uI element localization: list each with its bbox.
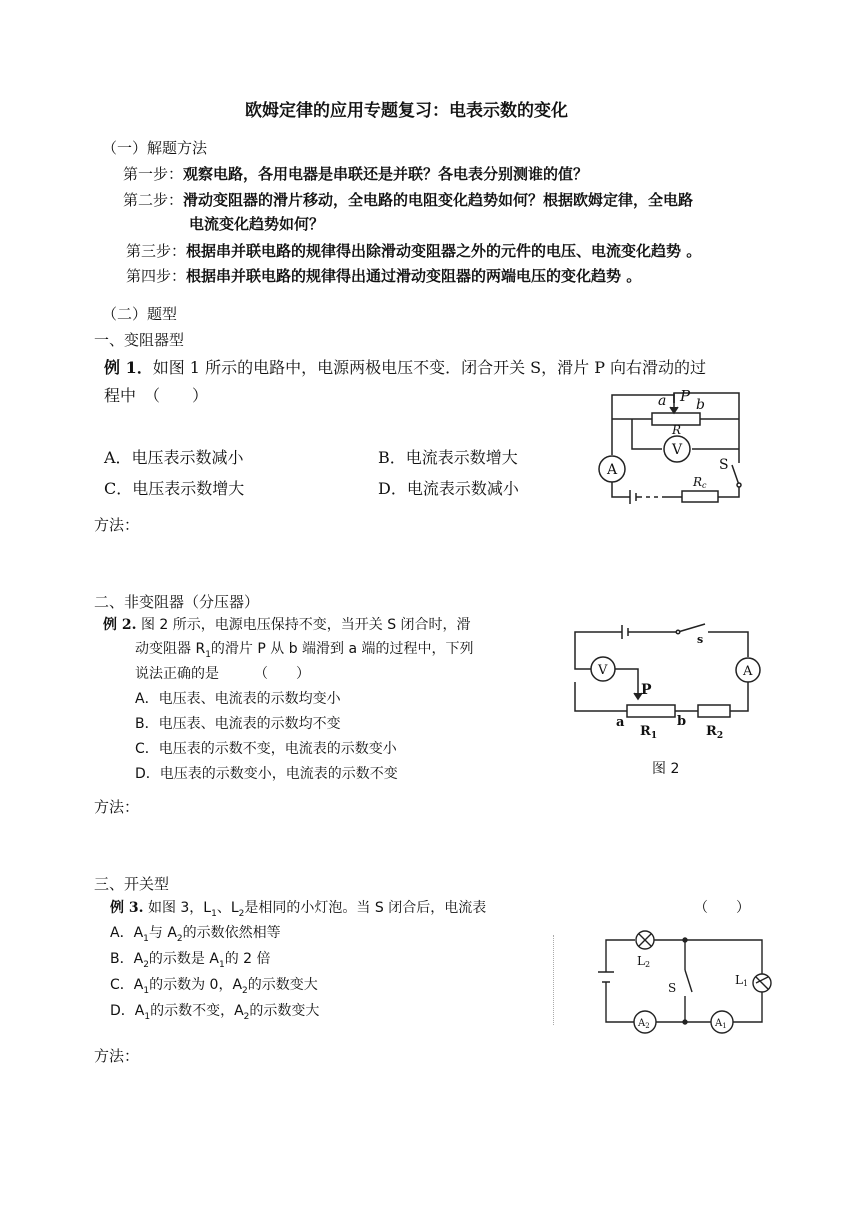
- q2-sub: 1: [205, 649, 211, 660]
- types-heading: （二）题型: [102, 305, 178, 323]
- q3-sub2: 2: [238, 908, 245, 919]
- part1-heading: 一、变阻器型: [94, 331, 185, 349]
- step-label: 第一步：: [123, 165, 184, 183]
- label-l2: L2: [637, 954, 651, 969]
- label-s: S: [668, 981, 677, 995]
- label-s: s: [697, 633, 704, 646]
- question-text: 图 2 所示，电源电压保持不变，当开关 S 闭合时，滑: [140, 617, 471, 633]
- part3-bracket: （ ）: [694, 900, 750, 916]
- step-4: [126, 265, 641, 286]
- label-r2: $R_2$: [706, 724, 724, 741]
- option-a: A．$A_1$与 $A_2$的示数依然相等: [110, 925, 281, 944]
- q3-c: 是相同的小灯泡。当 S 闭合后，电流表: [244, 900, 487, 916]
- step-label: 第四步：: [126, 267, 187, 285]
- option-d: D．$A_1$的示数不变，$A_2$的示数变大: [110, 1003, 320, 1022]
- step-label: 第二步：: [123, 191, 184, 209]
- step-3: [126, 240, 701, 261]
- q2-text-b: 的滑片 P 从 b 端滑到 a 端的过程中，下列: [210, 641, 474, 657]
- option-d: D．电压表的示数变小，电流表的示数不变: [135, 766, 398, 782]
- label-b: b: [677, 714, 687, 729]
- example-label: 例 1．: [104, 358, 153, 377]
- ammeter-a1: $A_1$: [715, 1018, 727, 1030]
- part1-method-label: 方法：: [94, 516, 140, 534]
- method-heading: （一）解题方法: [102, 139, 208, 157]
- part2-question-line3: 说法正确的是 （ ）: [135, 666, 310, 682]
- voltmeter-v: V: [672, 442, 683, 458]
- label-r1: $R_1$: [640, 724, 658, 741]
- q2-text-a: 动变阻器 R: [135, 641, 206, 657]
- example-label: 例 3.: [110, 900, 144, 916]
- part3-heading: 三、开关型: [94, 875, 170, 893]
- example-label: 例 2.: [103, 617, 137, 633]
- label-rc: Rc: [693, 475, 707, 490]
- part1-question: [104, 355, 706, 378]
- step-2: [123, 189, 693, 210]
- ammeter-a2: $A_2$: [638, 1018, 650, 1030]
- option-b: B．$A_2$的示数是 $A_1$的 2 倍: [110, 951, 271, 970]
- option-a: A．电压表示数减小: [104, 448, 244, 467]
- label-l1: L1: [735, 973, 749, 988]
- ammeter-a: A: [607, 462, 618, 478]
- option-b: B．电流表示数增大: [378, 448, 518, 467]
- q3-a: 如图 3，L: [147, 900, 212, 916]
- part3-question: [110, 897, 486, 919]
- part2-method-label: 方法：: [94, 798, 140, 816]
- label-p: P: [680, 387, 691, 405]
- step-label: 第三步：: [126, 242, 187, 260]
- figure-3-circuit: [590, 930, 765, 1035]
- step-2-continuation: 电流变化趋势如何？: [189, 215, 325, 233]
- voltmeter-v: V: [598, 663, 608, 678]
- label-b: b: [696, 397, 705, 413]
- figure-2-circuit: [570, 622, 753, 742]
- step-text: 滑动变阻器的滑片移动，全电路的电阻变化趋势如何？根据欧姆定律，全电路: [183, 191, 694, 209]
- option-c: C．$A_1$的示数为 0，$A_2$的示数变大: [110, 977, 318, 996]
- figure-2-caption: 图 2: [652, 761, 680, 777]
- part2-heading: 二、非变阻器（分压器）: [94, 593, 260, 611]
- part2-question-line2: [135, 638, 474, 660]
- label-s: S: [719, 457, 729, 473]
- option-c: C．电压表示数增大: [104, 479, 245, 498]
- label-p: P: [641, 682, 652, 698]
- q3-b: 、L: [216, 900, 239, 916]
- label-r: R: [672, 423, 682, 437]
- step-text: 根据串并联电路的规律得出除滑动变阻器之外的元件的电压、电流变化趋势 。: [186, 242, 702, 260]
- option-b: B．电压表、电流表的示数均不变: [135, 716, 341, 732]
- option-d: D．电流表示数减小: [378, 479, 519, 498]
- figure-3-divider: [553, 935, 555, 1025]
- step-text: 根据串并联电路的规律得出通过滑动变阻器的两端电压的变化趋势 。: [186, 267, 642, 285]
- part2-question: [103, 614, 471, 634]
- q3-sub1: 1: [211, 908, 217, 919]
- ammeter-a: A: [743, 664, 753, 679]
- step-text: 观察电路，各用电器是串联还是并联？各电表分别测谁的值？: [183, 165, 589, 183]
- option-c: C．电压表的示数不变，电流表的示数变小: [135, 741, 397, 757]
- part1-question-line2: 程中 （ ）: [104, 386, 209, 405]
- step-1: [123, 163, 588, 184]
- page-title: 欧姆定律的应用专题复习：电表示数的变化: [245, 101, 568, 121]
- option-a: A．电压表、电流表的示数均变小: [135, 691, 341, 707]
- figure-1-circuit: [592, 385, 752, 510]
- label-a: a: [616, 715, 625, 730]
- part3-method-label: 方法：: [94, 1047, 140, 1065]
- question-text: 如图 1 所示的电路中，电源两极电压不变．闭合开关 S，滑片 P 向右滑动的过: [152, 358, 707, 377]
- label-a: a: [658, 393, 667, 409]
